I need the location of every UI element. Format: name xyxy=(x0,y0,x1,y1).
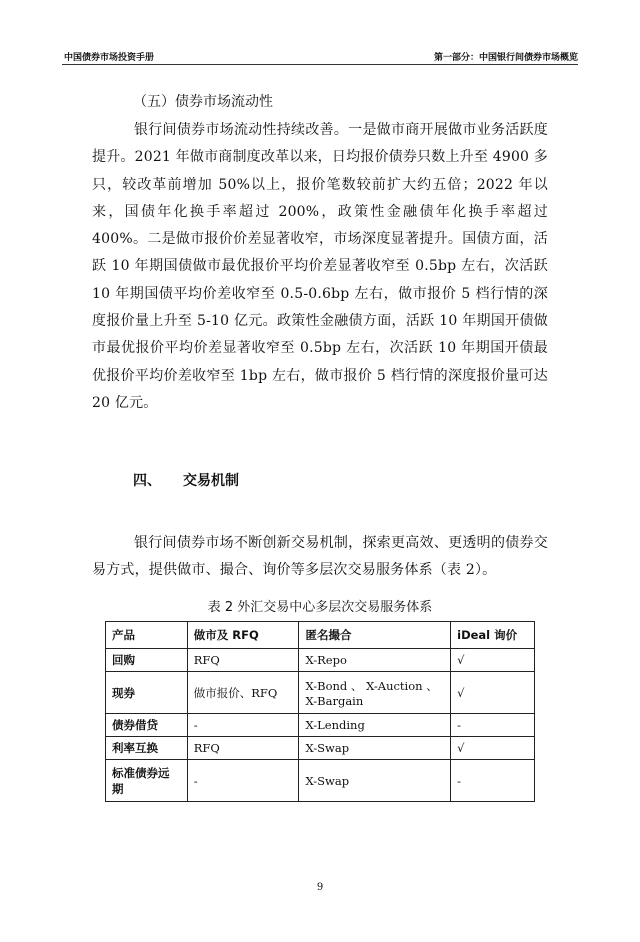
market-making-cell: - xyxy=(187,760,299,802)
section-heading xyxy=(133,470,239,490)
matching-cell: X-Bond 、 X-Auction 、 X-Bargain xyxy=(299,672,451,714)
table-row xyxy=(106,672,535,714)
running-header-title: 中国债券市场投资手册 xyxy=(64,53,155,63)
matching-cell: X-Lending xyxy=(299,714,451,737)
running-header-section: 第一部分：中国银行间债券市场概览 xyxy=(433,53,578,63)
table-header-row xyxy=(106,622,535,649)
header-ideal-inquiry: iDeal 询价 xyxy=(451,622,535,649)
trading-mechanism-paragraph: 银行间债券市场不断创新交易机制，探索更高效、更透明的债券交易方式，提供做市、撮合、询价等多层次交易服务体系（表 2）。 xyxy=(92,535,548,579)
page-number: 9 xyxy=(316,882,324,893)
product-cell: 利率互换 xyxy=(106,737,188,760)
table-caption: 表 2 外汇交易中心多层次交易服务体系 xyxy=(207,600,433,615)
ideal-cell: - xyxy=(451,760,535,802)
product-cell: 现券 xyxy=(106,672,188,714)
market-making-cell: RFQ xyxy=(187,649,299,672)
product-cell: 标准债券远期 xyxy=(106,760,188,802)
header-anonymous-matching: 匿名撮合 xyxy=(299,622,451,649)
trading-services-table xyxy=(105,621,535,802)
subsection-heading: （五）债券市场流动性 xyxy=(133,94,273,110)
ideal-cell: √ xyxy=(451,672,535,714)
matching-cell: X-Swap xyxy=(299,737,451,760)
table-row xyxy=(106,649,535,672)
market-making-cell: - xyxy=(187,714,299,737)
ideal-cell: - xyxy=(451,714,535,737)
ideal-cell: √ xyxy=(451,649,535,672)
table-row xyxy=(106,714,535,737)
product-cell: 债券借贷 xyxy=(106,714,188,737)
header-product: 产品 xyxy=(106,622,188,649)
market-making-cell: 做市报价、RFQ xyxy=(187,672,299,714)
section-number: 四、 xyxy=(133,473,161,489)
section-title: 交易机制 xyxy=(183,473,239,489)
liquidity-paragraph: 银行间债券市场流动性持续改善。一是做市商开展做市业务活跃度提升。2021 年做市商制度改革以来，日均报价债券只数上升至 4900 多只，较改革前增加 50%以上，报价笔数较前扩大约五倍；2022 年以来，国债年化换手率超过 200%，政策性金融债年化换手率超过 400%。二是做市报价价差显著收窄，市场深度显著提升。国债方面，活跃 10 年期国债做市最优报价平均价差显著收窄至 0.5bp 左右，次活跃 10 年期国债平均价差收窄至 0.5-0.6bp 左右，做市报价 5 档行情的深度报价量上升至 5-10 亿元。政策性金融债方面，活跃 10 年期国开债做市最优报价平均价差显著收窄至 0.5bp 左右，次活跃 10 年期国开债最优报价平均价差收窄至 1bp 左右，做市报价 5 档行情的深度报价量可达 20 亿元。 xyxy=(92,122,549,411)
table-row xyxy=(106,737,535,760)
ideal-cell: √ xyxy=(451,737,535,760)
header-market-making-rfq: 做市及 RFQ xyxy=(187,622,299,649)
matching-cell: X-Swap xyxy=(299,760,451,802)
product-cell: 回购 xyxy=(106,649,188,672)
market-making-cell: RFQ xyxy=(187,737,299,760)
header-divider xyxy=(62,64,578,65)
matching-cell: X-Repo xyxy=(299,649,451,672)
table-row xyxy=(106,760,535,802)
